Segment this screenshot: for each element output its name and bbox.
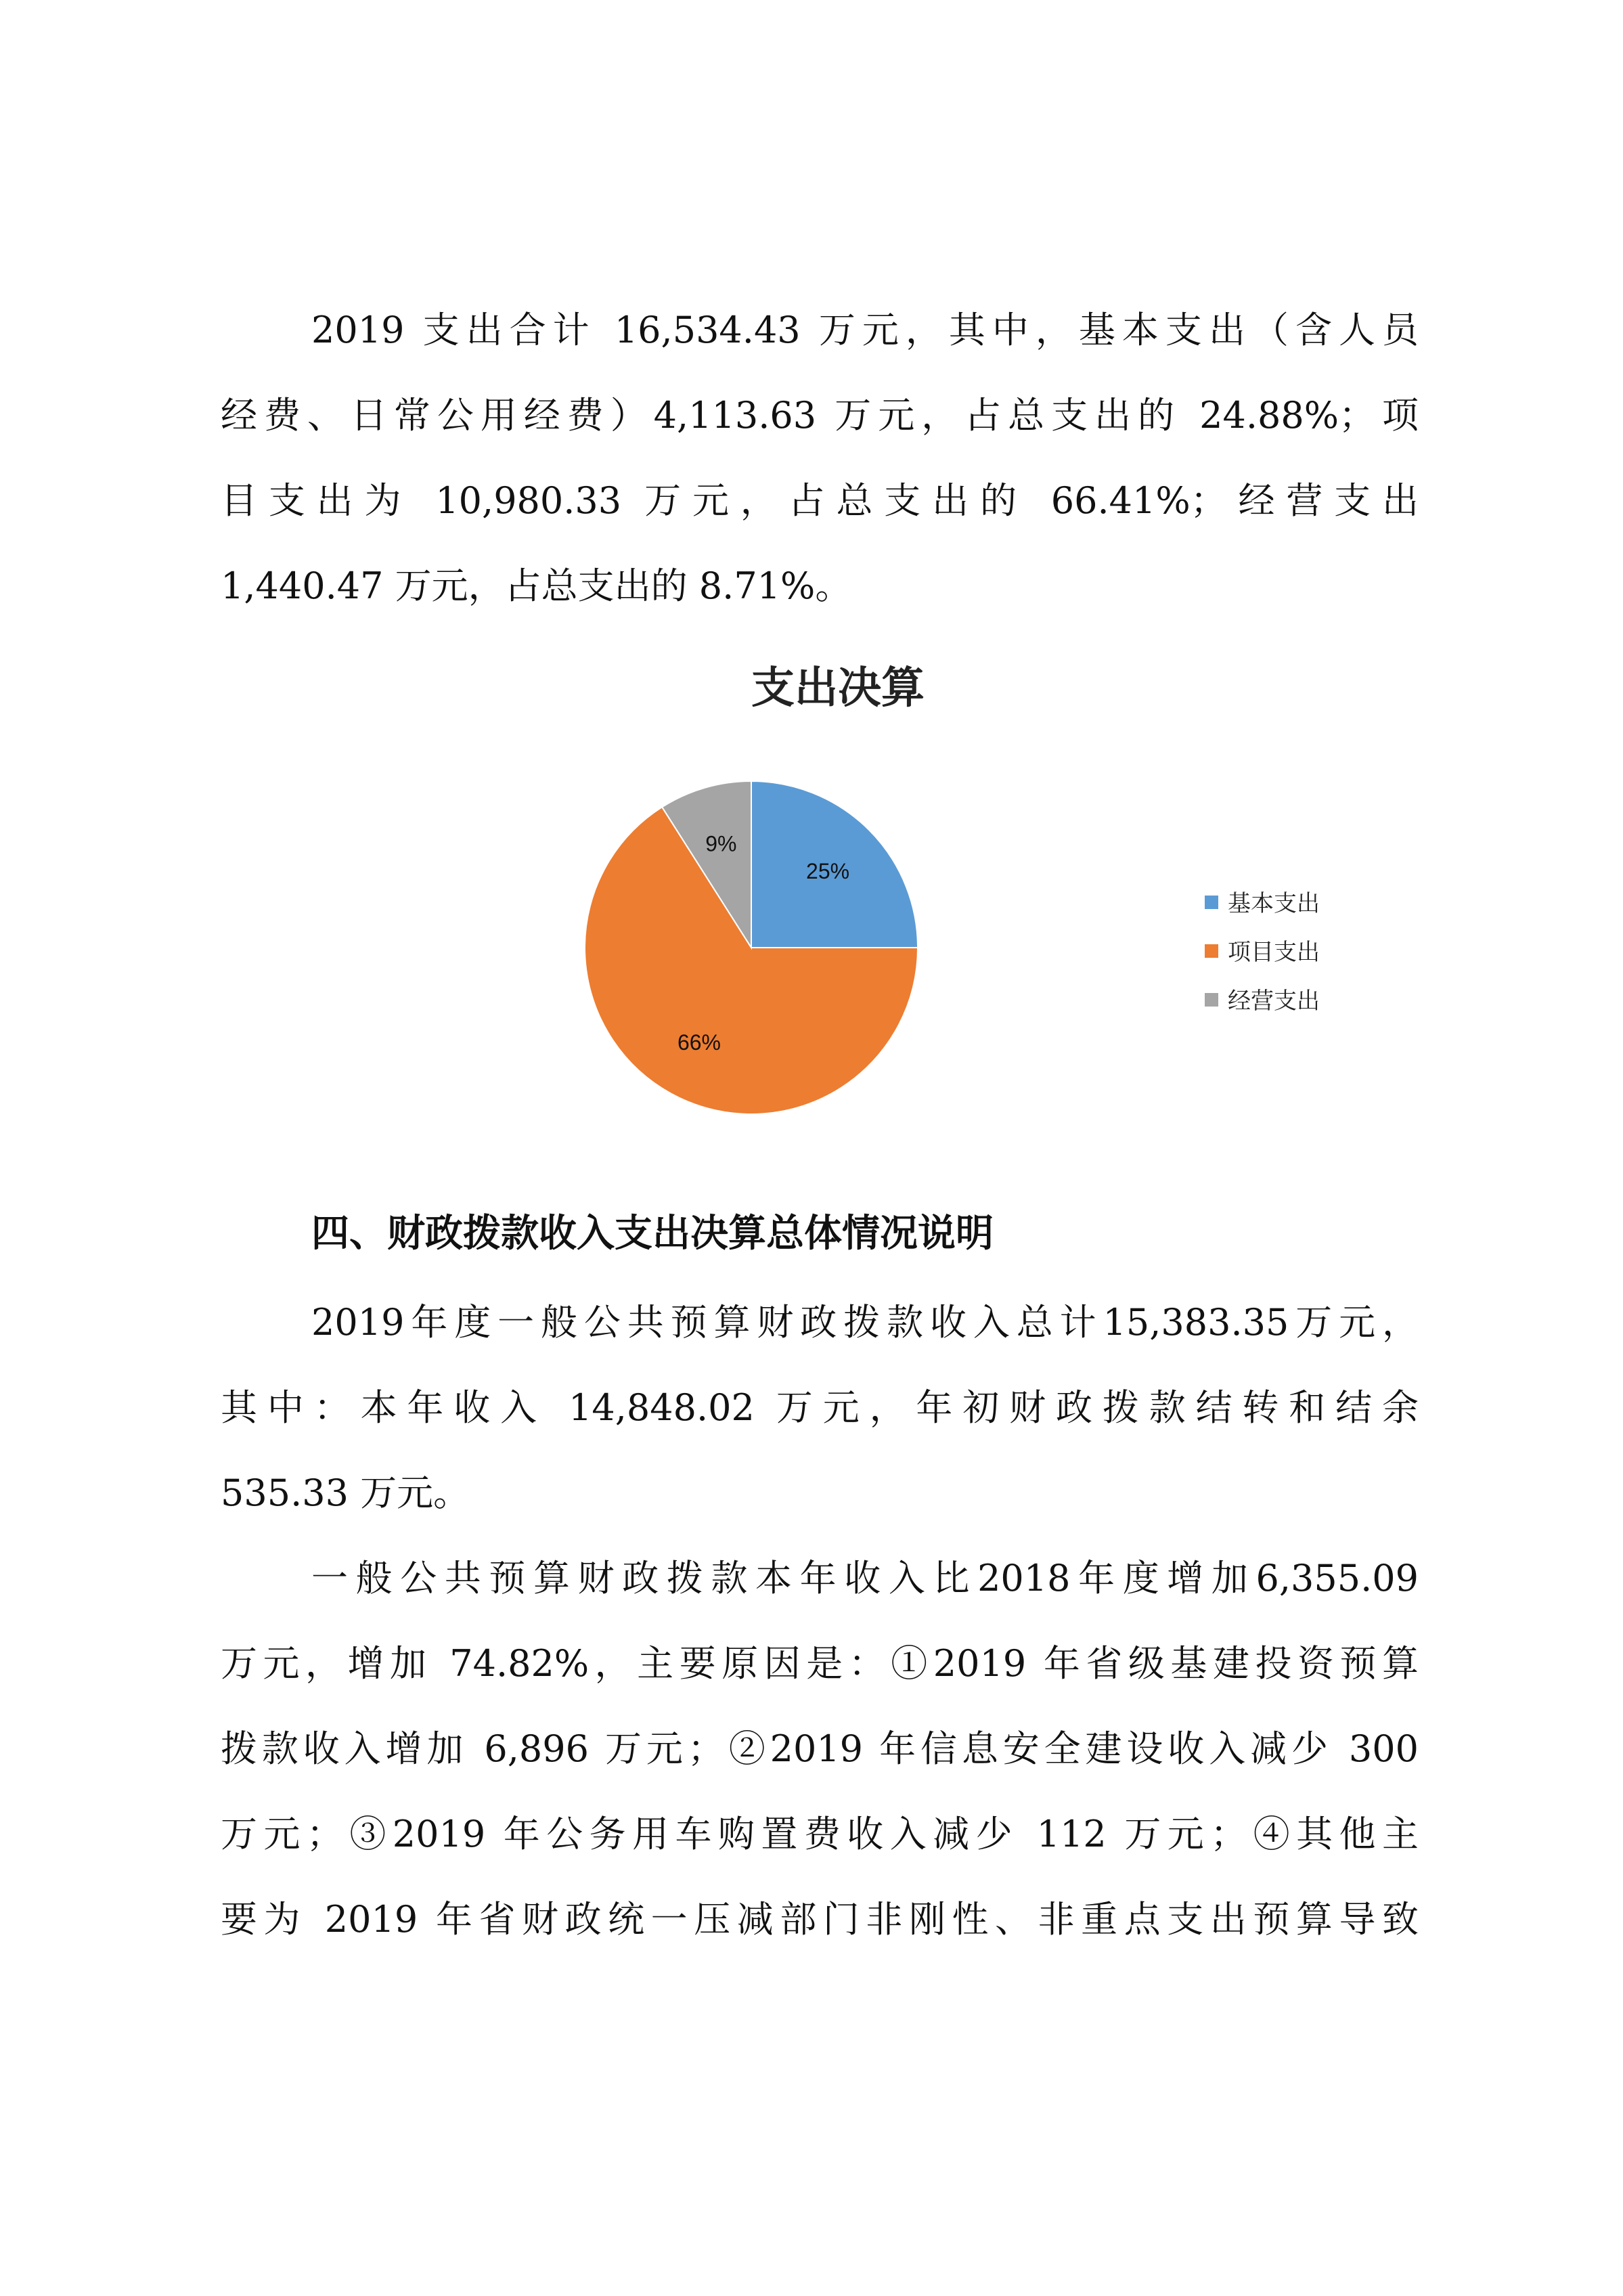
pie-slices [585,781,918,1114]
paragraph-line: 535.33 万元。 [221,1472,470,1514]
legend-swatch [1205,944,1218,958]
paragraph-line: 2019 支出合计 16,534.43 万元，其中，基本支出（含人员 [311,309,1419,351]
pie-data-label: 25% [806,858,850,883]
paragraph-line: 拨款收入增加 6,896 万元；②2019 年信息安全建设收入减少 300 [221,1727,1419,1770]
paragraph-line: 一般公共预算财政拨款本年收入比2018年度增加6,355.09 [311,1557,1419,1599]
paragraph-line: 万元；③2019 年公务用车购置费收入减少 112 万元；④其他主 [221,1813,1419,1855]
pie-data-label: 66% [677,1030,721,1055]
paragraph-line: 目支出为 10,980.33 万元，占总支出的 66.41%；经营支出 [221,479,1419,522]
legend-label: 基本支出 [1228,890,1320,917]
paragraph-line: 1,440.47 万元，占总支出的 8.71%。 [221,565,852,607]
chart-title: 支出决算 [751,663,925,713]
paragraph-line: 2019年度一般公共预算财政拨款收入总计15,383.35万元， [311,1301,1419,1344]
legend-swatch [1205,896,1218,909]
legend-label: 项目支出 [1228,939,1320,966]
pie-data-label: 9% [705,831,737,856]
paragraph-line: 经费、日常公用经费）4,113.63 万元，占总支出的 24.88%；项 [221,394,1419,437]
legend-swatch [1205,993,1218,1007]
paragraph-line: 万元，增加 74.82%，主要原因是：①2019 年省级基建投资预算 [221,1642,1419,1685]
legend-label: 经营支出 [1228,988,1320,1015]
paragraph-line: 要为 2019 年省财政统一压减部门非刚性、非重点支出预算导致 [221,1898,1419,1941]
section-heading: 四、财政拨款收入支出决算总体情况说明 [311,1212,994,1256]
paragraph-line: 其中：本年收入 14,848.02 万元，年初财政拨款结转和结余 [221,1386,1419,1429]
chart-legend [1205,890,1320,1015]
